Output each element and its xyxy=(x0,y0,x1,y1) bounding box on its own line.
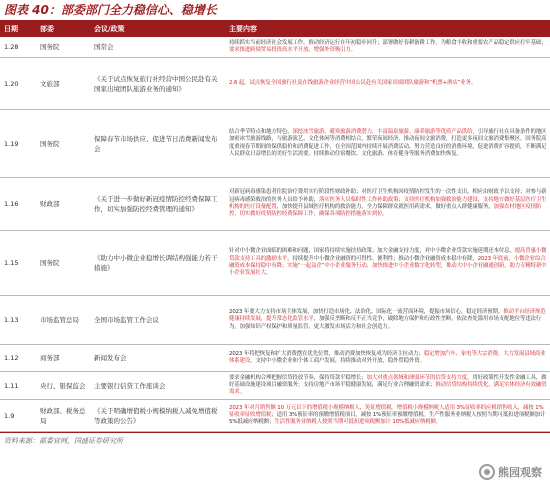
dept-cell xyxy=(40,231,90,295)
meeting-text: 国常会 xyxy=(94,43,114,51)
date-text: 1.28 xyxy=(4,43,19,51)
header-content: 主要内容 xyxy=(229,25,257,33)
table-row xyxy=(0,58,550,110)
content-paragraph xyxy=(229,129,547,158)
dept-cell xyxy=(40,345,90,371)
content-text: 支持中小微企业和个体工商户发展，持续推动对外开放，稳外贸稳外资。 xyxy=(255,358,425,364)
meeting-text: 《助力中小微企业稳增长调结构强能力若干措施》 xyxy=(94,254,218,272)
dept-text: 财政部 xyxy=(40,200,60,208)
content-text: 结合季节特点和地方特色， xyxy=(229,128,293,135)
content-highlight: 加强农村地区疫情防控，切实做好疫情防控经费保障工作，确保各项防控措施落实到位。 xyxy=(229,204,542,218)
meeting-text: 《关于进一步做好新冠疫情防控经费保障工作，切实加强防控经费管理的通知》 xyxy=(94,195,218,213)
table-header xyxy=(0,22,550,37)
page-title: 图表 40：部委部门全力稳信心、稳增长 xyxy=(4,3,217,17)
dept-text: 文旅部 xyxy=(40,79,60,88)
content-paragraph xyxy=(229,248,547,277)
date-cell xyxy=(4,37,34,57)
content-text: 加快提升县域医疗机构的救治能力，全力保障群众就医用药需求，做好重点人群健康服务， xyxy=(281,204,494,210)
content-cell xyxy=(229,178,547,230)
meeting-text: 保障春节市场供应、促进节日消费新闻发布会 xyxy=(94,134,218,153)
content-paragraph xyxy=(229,40,547,55)
content-text: 要求金融机构合理把握信贷投放节奏，保持贷款平稳增长； xyxy=(229,374,367,381)
content-paragraph xyxy=(229,80,476,87)
date-text: 1.12 xyxy=(4,354,19,362)
content-highlight: 提高普惠小微贷款支持工具的激励水平， xyxy=(229,248,547,262)
content-paragraph xyxy=(229,405,547,427)
content-text: 适用 3%预征率的预缴增值税项目，减按 1%预征率预缴增值税。生产性服务业纳税人按照当期可抵扣进项税额加计 5%抵减应纳税额； xyxy=(229,411,546,426)
date-cell xyxy=(4,231,34,295)
content-text: 持续提升中小微企业融资的可得性、便利性；推动小微企业融资成本稳中有降， xyxy=(292,255,478,262)
content-cell xyxy=(229,37,547,57)
meeting-cell xyxy=(94,110,222,177)
date-text: 1.13 xyxy=(4,316,19,324)
dept-text: 市场监管总局 xyxy=(40,316,79,324)
content-highlight: 生活性服务业纳税人按照当期可抵扣进项税额加计 10%抵减应纳税额。 xyxy=(274,419,442,426)
meeting-cell xyxy=(94,37,222,57)
content-cell xyxy=(229,110,547,177)
content-highlight: 深挖冰雪旅游、避寒旅游消费潜力，丰富温泉旅游、康养旅游等优质产品供给， xyxy=(292,128,478,135)
content-paragraph xyxy=(229,351,547,366)
date-cell xyxy=(4,400,34,431)
meeting-cell xyxy=(94,372,222,399)
date-text: 1.9 xyxy=(4,411,15,420)
table-bottom-line xyxy=(0,432,550,433)
content-highlight: 推动平台经济规范健康持续发展，提升常态化监管水平， xyxy=(229,309,546,323)
table-row xyxy=(0,37,550,58)
meeting-cell xyxy=(94,178,222,230)
meeting-text: 全国市场监管工作会议 xyxy=(94,316,159,324)
dept-cell xyxy=(40,178,90,230)
content-text: 针对中小微企业面临的困难和问题，国家将持续实施扶持政策；加大金融支持力度，对中小微企业贷款实施延期还本付息， xyxy=(229,248,515,255)
date-cell xyxy=(4,110,34,177)
meeting-text: 《关于明确增值税小规模纳税人减免增值税等政策的公告》 xyxy=(94,406,218,425)
dept-text: 财政部、税务总局 xyxy=(40,406,86,425)
content-highlight: 落实医务人员临时性工作补助政策；支持医疗机构加强救治能力建设，支持地方做好基层医疗卫生机构的医疗设备配置， xyxy=(229,196,547,210)
content-paragraph xyxy=(229,189,547,218)
content-highlight: 推动信贷结构持续优化，满足实体经济有效融资需求。 xyxy=(229,381,547,396)
dept-text: 央行、银保监会 xyxy=(40,381,86,390)
date-text: 1.16 xyxy=(4,200,19,208)
header-date: 日期 xyxy=(4,25,18,33)
meeting-text: 主要银行信贷工作座谈会 xyxy=(94,381,166,390)
content-highlight: 稳定增加汽车、家电等大宗消费，大力发展县域商业体系建设， xyxy=(229,350,546,364)
watermark-logo-icon xyxy=(479,464,495,480)
content-text: 引导旅行社在具备条件的地区加密冰雪旅游线路，与旅游演艺、文化休闲等消费相结合，繁荣夜间经济，推动夜间文旅消费，打造更多夜间文旅消费集聚区。国务院高度重视春节期间的保供稳价和消费促进工作，在全国范围内持续开展消费活动，努力营造良好的消费环境，促进消费扩容提质，不断满足人民群众日益增长的美好生活需要，持续推动住宿餐饮、文化旅游、体育健身等服务消费加快恢复。 xyxy=(229,128,547,157)
meeting-cell xyxy=(94,58,222,109)
table-row xyxy=(0,231,550,296)
date-cell xyxy=(4,296,34,344)
content-paragraph xyxy=(229,375,547,397)
content-text: 持续抓实当前经济社会发展工作，推动经济运行在年初稳步回升；部署做好春耕备耕工作。为粮食丰收和重要农产品稳定供应打牢基础； xyxy=(229,39,547,46)
dept-cell xyxy=(40,372,90,399)
dept-text: 国务院 xyxy=(40,139,60,148)
meeting-cell xyxy=(94,400,222,431)
date-cell xyxy=(4,345,34,371)
dept-cell xyxy=(40,400,90,431)
content-cell xyxy=(229,400,547,431)
content-highlight: 2023 年底前，小微企业综合融资成本保持稳中有降；实施“一起益企”中小企业服务行动，加快推进中小企业数字化转型，推动大中小企业融通创新，助力专精特新中小企业发展壮大。 xyxy=(229,255,547,277)
content-text: 加强反垄断和反不正当竞争，破除地方保护和行政性垄断，依法查处滥用市场支配地位等违法行为，加强知识产权保护和质量监管，更大激发市场活力和社会创造力。 xyxy=(229,316,542,330)
content-highlight: 加大对重点领域和薄弱环节的信贷支持力度， xyxy=(366,374,473,381)
header-meeting: 会议/政策 xyxy=(94,25,125,33)
dept-cell xyxy=(40,296,90,344)
table-row xyxy=(0,178,550,231)
content-text: 2023 年将把恢复和扩大消费摆在优先位置，推动消费加快恢复成为经济主拉动力； xyxy=(229,350,424,357)
header-dept: 部委 xyxy=(40,25,54,33)
content-cell xyxy=(229,345,547,371)
source-note: 资料来源：部委官网，国盛证券研究所 xyxy=(4,437,123,445)
content-cell xyxy=(229,296,547,344)
meeting-text: 《关于试点恢复旅行社经营中国公民赴有关国家出境团队旅游业务的通知》 xyxy=(94,74,218,93)
content-highlight: 要求推进跨境贸易投资高水平开放，增强外资吸引力。 xyxy=(229,47,356,53)
content-paragraph xyxy=(229,309,547,331)
meeting-cell xyxy=(94,296,222,344)
content-text: 对新冠病毒感染患者住院治疗费用实行阶段性财政补助；对医疗卫生机构因疫情防控发生的一次性支出，相应由财政予以支持；对参与新冠病毒感染救治的医务人员给予补助， xyxy=(229,189,547,203)
table-row xyxy=(0,296,550,345)
content-highlight: 2023 年对月销售额 10 万元以下的增值税小规模纳税人，免征增值税。增值税小规模纳税人适用 3%征收率的应税销售收入，减按 1%征收率征收增值税； xyxy=(229,404,544,418)
content-highlight: 2.6 起，试点恢复全国旅行社及在线旅游企业经营中国公民赴有关国家出境团队旅游和“机票+酒店”业务。 xyxy=(229,79,477,86)
dept-cell xyxy=(40,58,90,109)
date-text: 1.11 xyxy=(4,381,19,390)
meeting-text: 新闻发布会 xyxy=(94,354,127,362)
meeting-cell xyxy=(94,345,222,371)
dept-text: 国务院 xyxy=(40,43,60,51)
watermark xyxy=(479,462,542,482)
dept-text: 商务部 xyxy=(40,354,60,362)
content-cell xyxy=(229,58,547,109)
table-row xyxy=(0,400,550,432)
date-text: 1.15 xyxy=(4,259,19,267)
date-cell xyxy=(4,178,34,230)
dept-cell xyxy=(40,110,90,177)
watermark-text: 熊园观察 xyxy=(498,466,542,479)
table-row xyxy=(0,372,550,400)
dept-text: 国务院 xyxy=(40,259,60,267)
content-cell xyxy=(229,372,547,399)
date-cell xyxy=(4,372,34,399)
table-row xyxy=(0,345,550,372)
date-text: 1.20 xyxy=(4,79,19,88)
content-text: 2023 年要大力支持市场主体发展，加快打造市场化、法治化、国际化一流营商环境，提振市场信心，稳定经济预期。 xyxy=(229,309,504,316)
dept-cell xyxy=(40,37,90,57)
date-text: 1.19 xyxy=(4,139,19,148)
content-text: 用好政策性开发性金融工具，做好基础设施建设项目融资服务；支持房地产市场平稳健康发展，满足行业合理融资需求； xyxy=(229,374,547,388)
meeting-cell xyxy=(94,231,222,295)
date-cell xyxy=(4,58,34,109)
content-cell xyxy=(229,231,547,295)
table-row xyxy=(0,110,550,178)
